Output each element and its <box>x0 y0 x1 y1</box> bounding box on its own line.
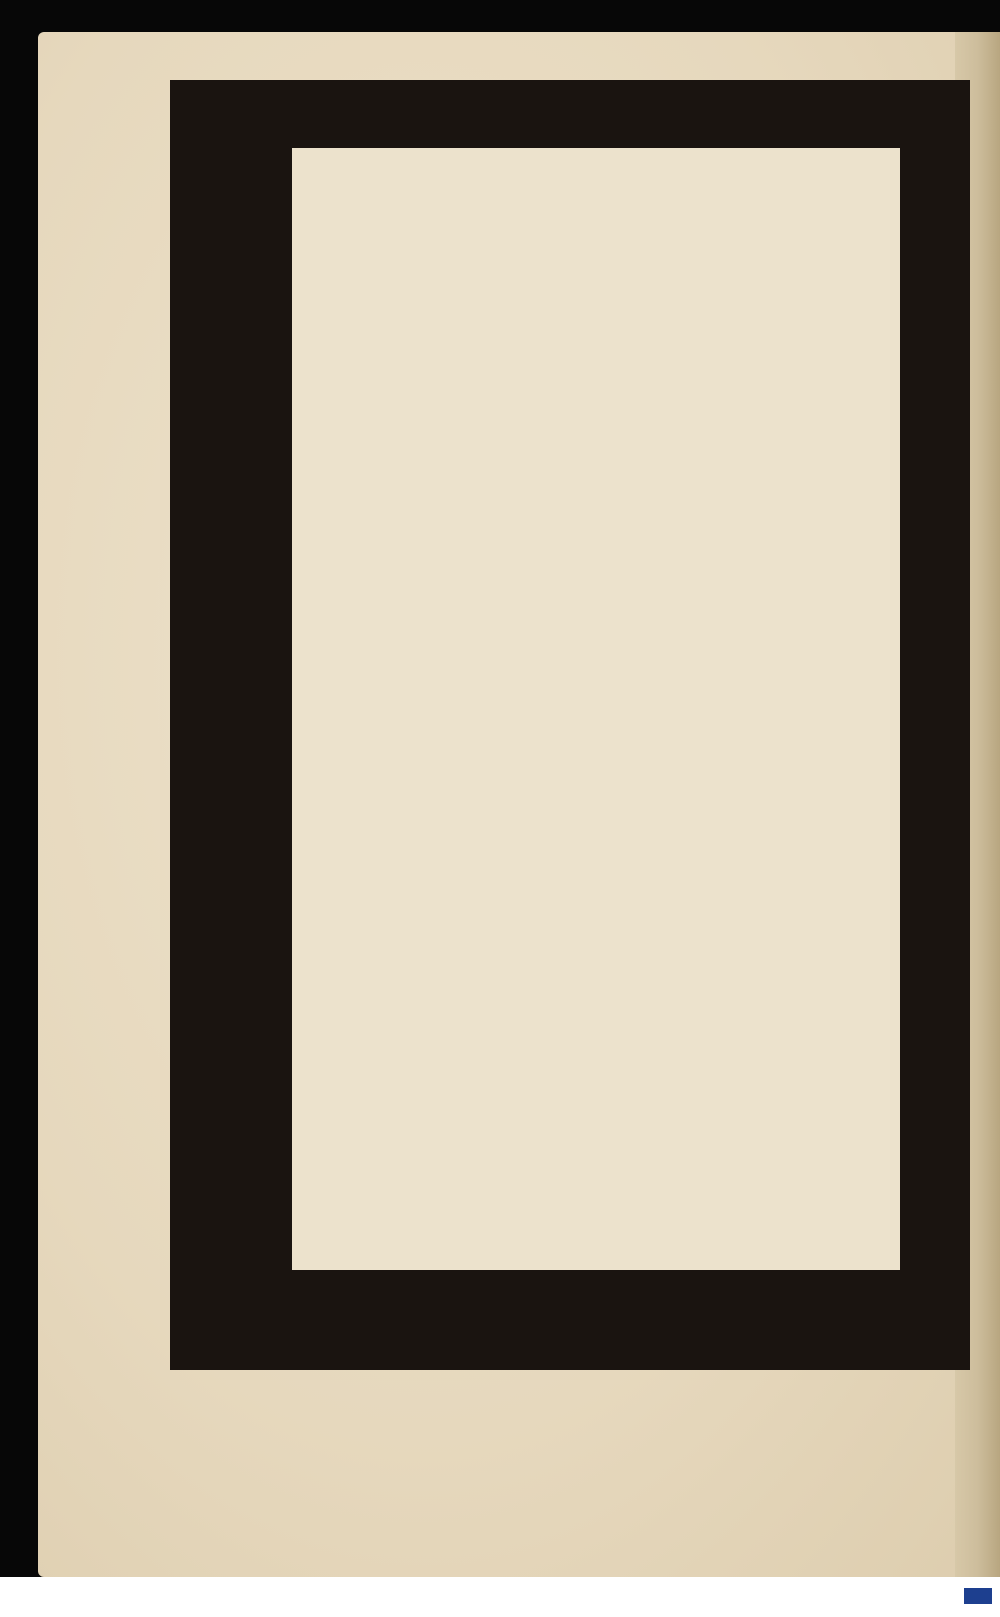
text-panel <box>292 148 900 1270</box>
ornamental-border-right <box>900 148 970 1270</box>
psalm-title-line <box>308 284 322 317</box>
ornamental-border-left <box>170 148 292 1270</box>
footer-bar <box>0 1577 1000 1617</box>
dfg-logo <box>964 1588 992 1604</box>
ornamental-border-bottom <box>170 1270 970 1370</box>
ornamental-border-top <box>170 80 970 148</box>
running-header <box>342 150 432 172</box>
